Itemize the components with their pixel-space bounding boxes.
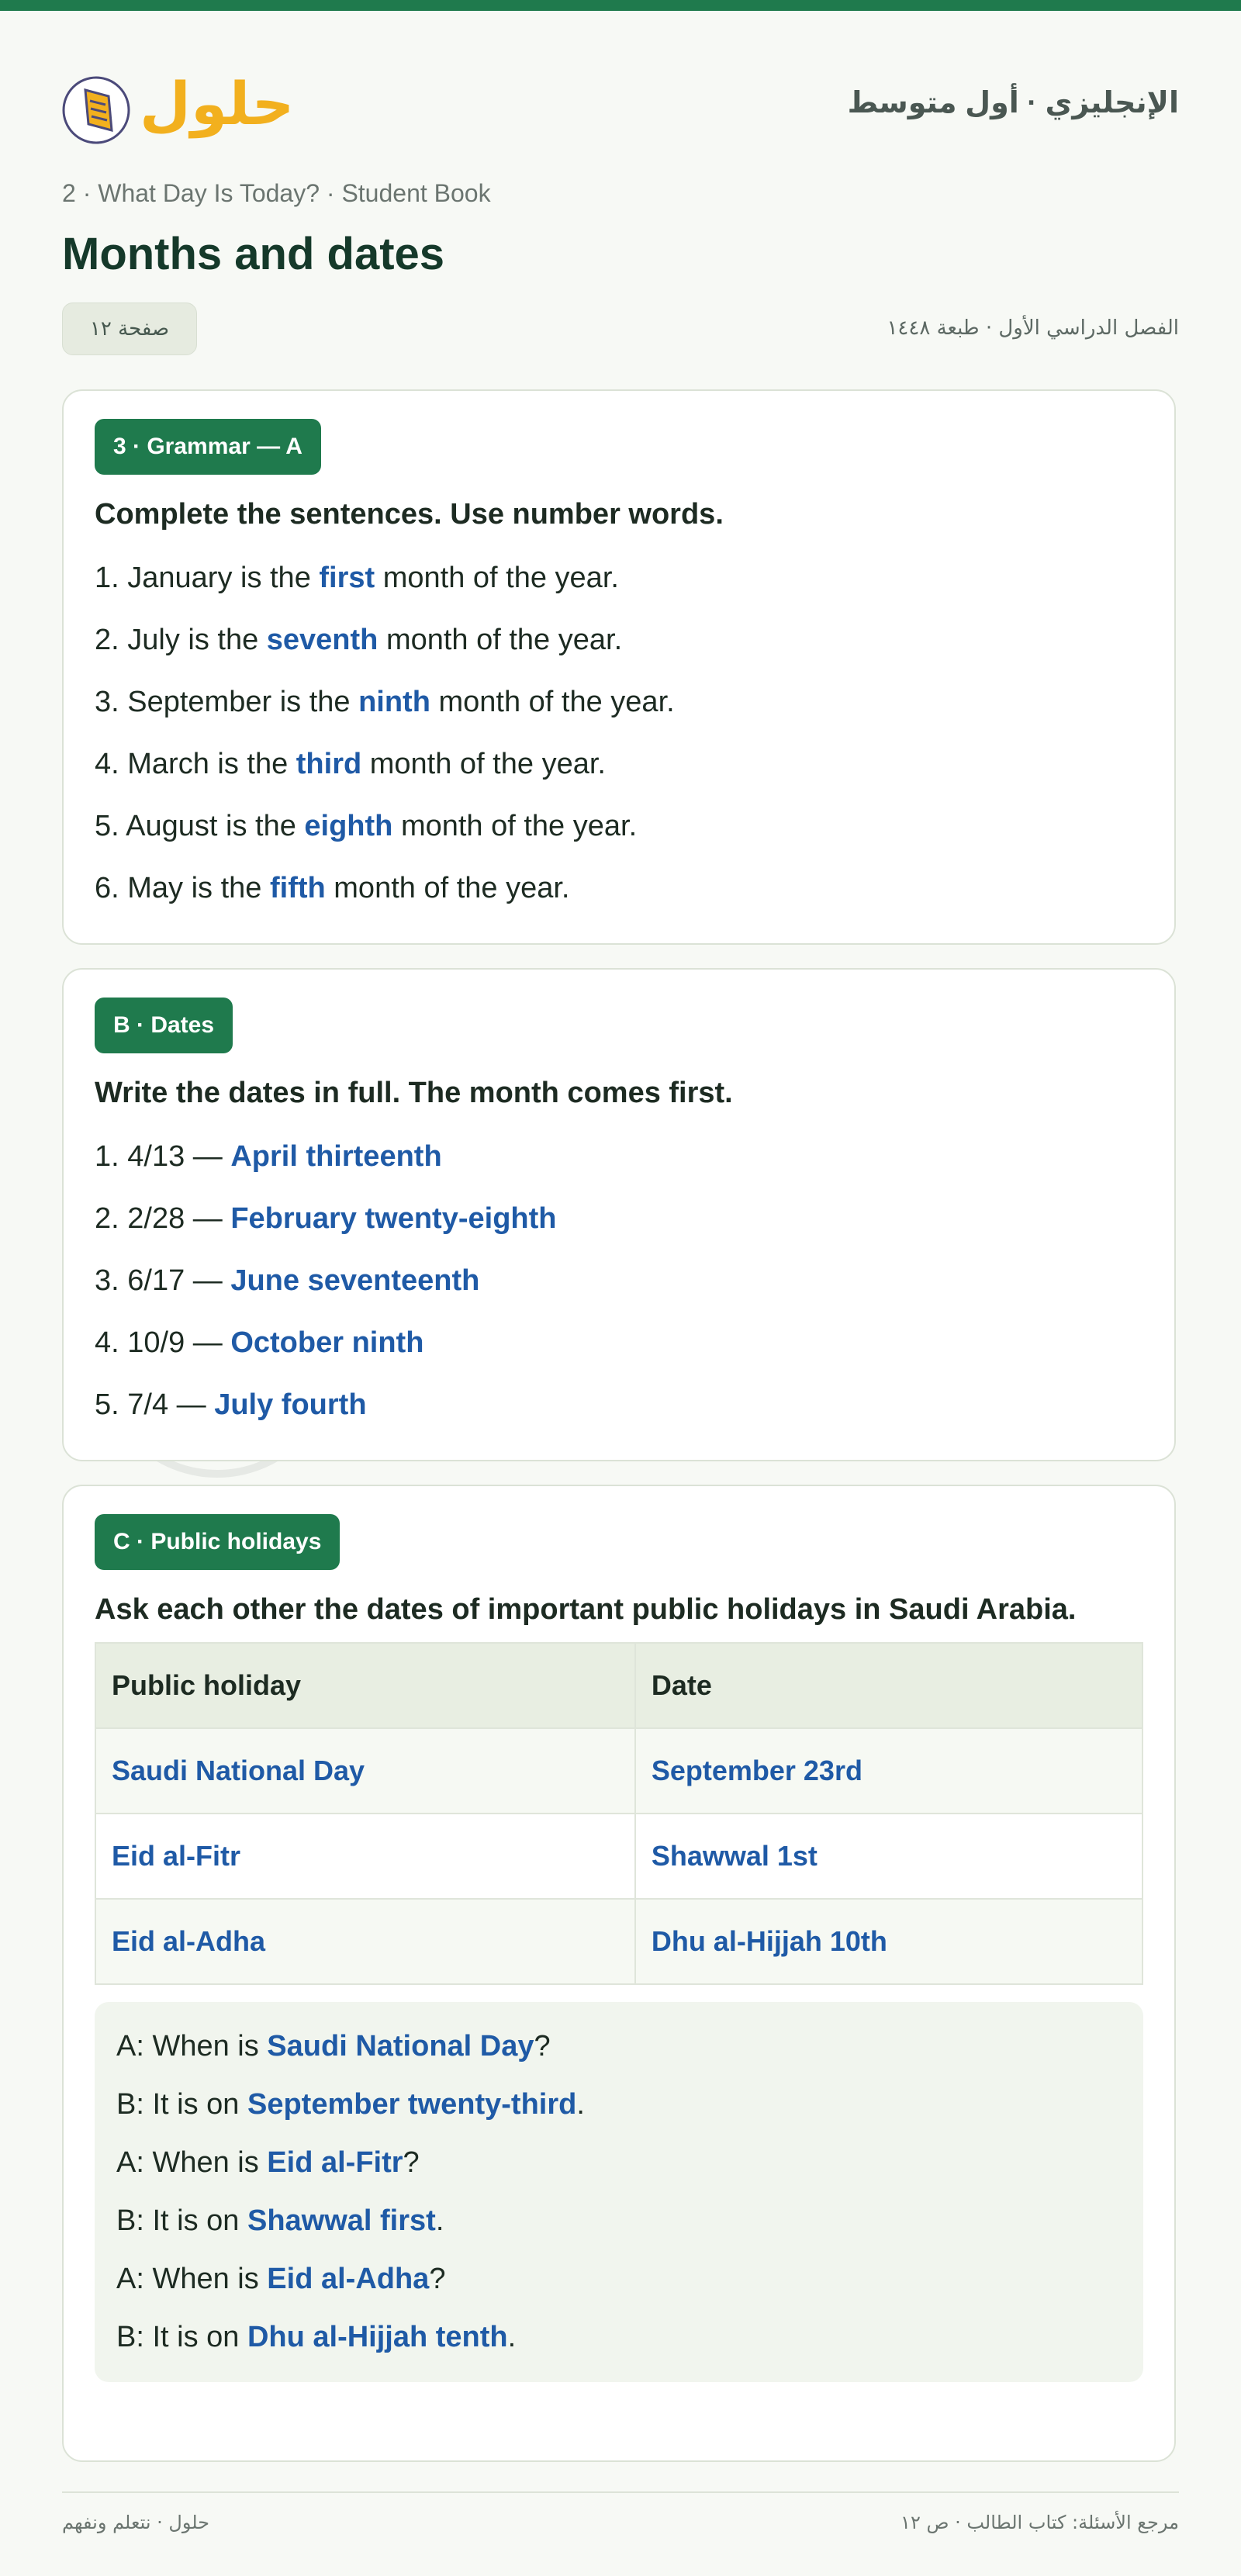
section-a-tag: 3 · Grammar — A <box>95 419 321 475</box>
sentence-line <box>95 795 1143 857</box>
sentence-text: 3. September is the <box>95 686 359 718</box>
meta-row <box>62 303 1179 357</box>
sentence-line <box>95 857 1143 919</box>
date-numeric: 5. 7/4 — <box>95 1388 215 1421</box>
column-header-date: Date <box>635 1643 1142 1728</box>
answer-word: third <box>296 748 362 780</box>
sentence-text: 2. July is the <box>95 624 267 656</box>
sentence-text: 5. August is the <box>95 810 305 842</box>
table-row <box>95 1814 1142 1899</box>
dialog-text: B: It is on <box>116 2204 247 2237</box>
holiday-date-cell: Dhu al-Hijjah 10th <box>635 1899 1142 1984</box>
subject-title: الإنجليزي · أول متوسط <box>847 87 1179 119</box>
dialog-answer: Dhu al-Hijjah tenth <box>247 2321 508 2353</box>
sentence-text: 4. March is the <box>95 748 296 780</box>
table-row <box>95 1899 1142 1984</box>
holiday-date-cell: September 23rd <box>635 1728 1142 1814</box>
dialog-line <box>116 2250 1122 2308</box>
top-accent-bar <box>0 0 1241 11</box>
dialog-answer: Eid al-Fitr <box>267 2146 403 2179</box>
section-a-instruction: Complete the sentences. Use number words. <box>95 498 724 531</box>
date-answer: October ninth <box>230 1326 424 1359</box>
sentence-text: month of the year. <box>392 810 638 842</box>
column-header-holiday: Public holiday <box>95 1643 635 1728</box>
logo-text: حلول <box>140 69 295 138</box>
section-b-items <box>95 1125 1143 1436</box>
dialog-text: ? <box>403 2146 420 2179</box>
answer-word: eighth <box>304 810 393 842</box>
answer-word: fifth <box>269 872 326 904</box>
dialog-box <box>95 2002 1143 2382</box>
section-b-tag: B · Dates <box>95 998 233 1053</box>
date-numeric: 2. 2/28 — <box>95 1202 231 1235</box>
sentence-text: month of the year. <box>430 686 675 718</box>
holiday-name-cell: Eid al-Fitr <box>95 1814 635 1899</box>
dialog-answer: September twenty-third <box>247 2088 577 2121</box>
answer-word: first <box>319 562 375 594</box>
footer-brand: حلول · نتعلم ونفهم <box>62 2512 209 2533</box>
section-c-instruction: Ask each other the dates of important public holidays in Saudi Arabia. <box>95 1593 1077 1626</box>
footer-reference: مرجع الأسئلة: كتاب الطالب · ص ١٢ <box>901 2512 1179 2533</box>
date-numeric: 1. 4/13 — <box>95 1140 231 1173</box>
date-line <box>95 1250 1143 1312</box>
holiday-name-cell: Saudi National Day <box>95 1728 635 1814</box>
dialog-line <box>116 2018 1122 2076</box>
holiday-name-cell: Eid al-Adha <box>95 1899 635 1984</box>
date-line <box>95 1374 1143 1436</box>
dialog-text: . <box>507 2321 517 2353</box>
date-answer: June seventeenth <box>230 1264 480 1297</box>
dialog-line <box>116 2076 1122 2134</box>
page-title: Months and dates <box>62 229 445 279</box>
page-number-badge: صفحة ١٢ <box>62 303 197 355</box>
table-row <box>95 1728 1142 1814</box>
sentence-line <box>95 609 1143 671</box>
breadcrumb: 2 · What Day Is Today? · Student Book <box>62 179 491 207</box>
date-line <box>95 1125 1143 1188</box>
date-numeric: 3. 6/17 — <box>95 1264 231 1297</box>
section-a-items <box>95 547 1143 919</box>
dialog-text: B: It is on <box>116 2088 247 2121</box>
sentence-text: month of the year. <box>375 562 619 594</box>
dialog-text: ? <box>534 2030 551 2063</box>
section-c-card <box>62 1485 1176 2462</box>
dialog-line <box>116 2134 1122 2192</box>
dialog-text: ? <box>429 2263 446 2295</box>
holidays-table <box>95 1642 1143 1985</box>
sentence-text: month of the year. <box>361 748 606 780</box>
dialog-text: B: It is on <box>116 2321 247 2353</box>
brand-logo[interactable] <box>62 65 295 150</box>
dialog-text: A: When is <box>116 2263 268 2295</box>
footer-divider <box>62 2491 1179 2493</box>
dialog-answer: Eid al-Adha <box>267 2263 430 2295</box>
holiday-date-cell: Shawwal 1st <box>635 1814 1142 1899</box>
answer-word: ninth <box>358 686 430 718</box>
dialog-text: A: When is <box>116 2030 268 2063</box>
section-a-card <box>62 389 1176 945</box>
answer-word: seventh <box>266 624 379 656</box>
section-b-card <box>62 968 1176 1461</box>
section-b-instruction: Write the dates in full. The month comes first. <box>95 1077 733 1109</box>
dialog-line <box>116 2192 1122 2250</box>
dialog-answer: Shawwal first <box>247 2204 436 2237</box>
sentence-line <box>95 733 1143 795</box>
sentence-text: month of the year. <box>325 872 570 904</box>
date-answer: July fourth <box>214 1388 367 1421</box>
sentence-text: 6. May is the <box>95 872 270 904</box>
table-header-row <box>95 1643 1142 1728</box>
dialog-text: . <box>435 2204 444 2237</box>
date-answer: February twenty-eighth <box>230 1202 557 1235</box>
dialog-line <box>116 2308 1122 2367</box>
dialog-text: A: When is <box>116 2146 268 2179</box>
date-line <box>95 1188 1143 1250</box>
sentence-text: 1. January is the <box>95 562 320 594</box>
term-edition: الفصل الدراسي الأول · طبعة ١٤٤٨ <box>887 316 1179 340</box>
section-c-tag: C · Public holidays <box>95 1514 340 1570</box>
dialog-answer: Saudi National Day <box>267 2030 534 2063</box>
sentence-line <box>95 671 1143 733</box>
date-numeric: 4. 10/9 — <box>95 1326 231 1359</box>
dialog-text: . <box>576 2088 585 2121</box>
date-line <box>95 1312 1143 1374</box>
sentence-text: month of the year. <box>378 624 623 656</box>
sentence-line <box>95 547 1143 609</box>
date-answer: April thirteenth <box>230 1140 442 1173</box>
